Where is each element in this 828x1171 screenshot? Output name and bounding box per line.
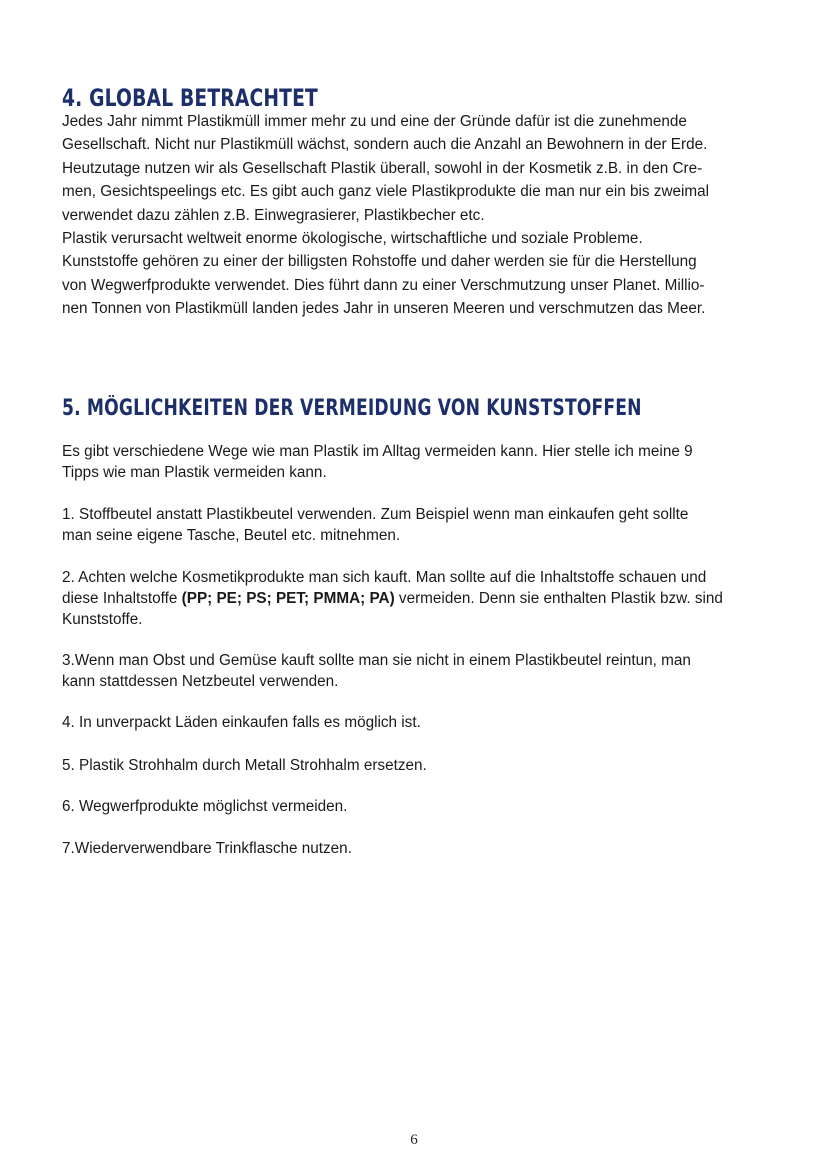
body-line: Jedes Jahr nimmt Plastikmüll immer mehr zu und eine der Gründe dafür ist die zunehmende: [62, 113, 687, 130]
page-number: 6: [410, 1132, 418, 1148]
tip-1: [62, 504, 688, 546]
body-line: 2. Achten welche Kosmetikprodukte man sich kauft. Man sollte auf die Inhaltstoffe schauen und: [62, 569, 707, 586]
ingredient-list: (PP; PE; PS; PET; PMMA; PA): [181, 590, 395, 607]
body-line: verwendet dazu zählen z.B. Einwegrasierer, Plastikbecher etc.: [62, 206, 485, 224]
body-line: Es gibt verschiedene Wege wie man Plastik im Alltag vermeiden kann. Hier stelle ich meine 9: [62, 443, 693, 460]
section-4-body: [62, 110, 762, 321]
body-line: von Wegwerfprodukte verwendet. Dies führt dann zu einer Verschmutzung unser Planet. Millio-: [62, 276, 705, 294]
body-line: 7.Wiederverwendbare Trinkflasche nutzen.: [62, 840, 352, 857]
body-line: 5. Plastik Strohhalm durch Metall Strohhalm ersetzen.: [62, 757, 427, 774]
body-line: Tipps wie man Plastik vermeiden kann.: [62, 464, 327, 481]
section-4-heading: 4. GLOBAL BETRACHTET: [62, 84, 318, 112]
body-line: Kunststoffe.: [62, 611, 143, 628]
body-line: 4. In unverpackt Läden einkaufen falls es möglich ist.: [62, 714, 421, 731]
tip-3: [62, 650, 691, 692]
tip-4: [62, 712, 421, 733]
tip-2: [62, 567, 723, 630]
body-line: Plastik verursacht weltweit enorme ökologische, wirtschaftliche und soziale Probleme.: [62, 230, 643, 248]
body-line: man seine eigene Tasche, Beutel etc. mitnehmen.: [62, 527, 401, 544]
section-5-heading: 5. MÖGLICHKEITEN DER VERMEIDUNG VON KUNSTSTOFFEN: [62, 396, 642, 421]
body-line: kann stattdessen Netzbeutel verwenden.: [62, 673, 339, 690]
body-line: men, Gesichtspeelings etc. Es gibt auch ganz viele Plastikprodukte die man nur ein bis zweimal: [62, 183, 710, 201]
tip-7: [62, 838, 352, 859]
body-line: [62, 588, 723, 609]
body-line: Gesellschaft. Nicht nur Plastikmüll wächst, sondern auch die Anzahl an Bewohnern in der Erde.: [62, 136, 708, 154]
body-line: 1. Stoffbeutel anstatt Plastikbeutel verwenden. Zum Beispiel wenn man einkaufen geht sollte: [62, 506, 689, 523]
inline-text: vermeiden. Denn sie enthalten Plastik bzw. sind: [394, 590, 723, 607]
tip-5: [62, 755, 427, 776]
inline-text: diese Inhaltstoffe: [62, 590, 182, 607]
section-5-intro: [62, 441, 693, 483]
body-line: 3.Wenn man Obst und Gemüse kauft sollte man sie nicht in einem Plastikbeutel reintun, man: [62, 652, 691, 669]
body-line: Heutzutage nutzen wir als Gesellschaft Plastik überall, sowohl in der Kosmetik z.B. in den Cre-: [62, 159, 703, 177]
body-line: 6. Wegwerfprodukte möglichst vermeiden.: [62, 798, 348, 815]
tip-6: [62, 796, 347, 817]
body-line: Kunststoffe gehören zu einer der billigsten Rohstoffe und daher werden sie für die Herstellung: [62, 253, 697, 271]
body-line: nen Tonnen von Plastikmüll landen jedes Jahr in unseren Meeren und verschmutzen das Meer.: [62, 300, 706, 318]
